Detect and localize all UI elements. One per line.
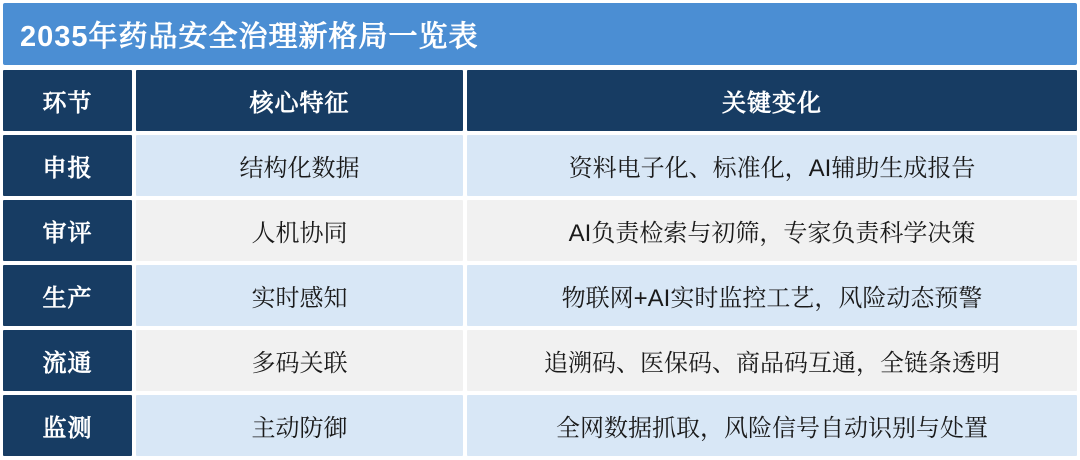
row-change-cell: 全网数据抓取，风险信号自动识别与处置 (467, 395, 1077, 456)
row-change-cell: 追溯码、医保码、商品码互通，全链条透明 (467, 330, 1077, 391)
row-change-cell: 物联网+AI实时监控工艺，风险动态预警 (467, 265, 1077, 326)
row-stage-cell: 申报 (3, 135, 132, 196)
row-feature-cell: 结构化数据 (136, 135, 463, 196)
row-feature-cell: 多码关联 (136, 330, 463, 391)
row-stage-cell: 监测 (3, 395, 132, 456)
row-change-cell: 资料电子化、标准化，AI辅助生成报告 (467, 135, 1077, 196)
column-header-feature: 核心特征 (136, 70, 463, 131)
row-stage-cell: 生产 (3, 265, 132, 326)
page-title: 2035年药品安全治理新格局一览表 (20, 20, 479, 53)
row-feature-cell: 实时感知 (136, 265, 463, 326)
row-change-cell: AI负责检索与初筛，专家负责科学决策 (467, 200, 1077, 261)
column-header-change: 关键变化 (467, 70, 1077, 131)
row-stage-cell: 审评 (3, 200, 132, 261)
table-title-bar (3, 3, 1077, 65)
row-feature-cell: 人机协同 (136, 200, 463, 261)
data-table (3, 70, 1077, 456)
column-header-stage: 环节 (3, 70, 132, 131)
row-feature-cell: 主动防御 (136, 395, 463, 456)
row-stage-cell: 流通 (3, 330, 132, 391)
